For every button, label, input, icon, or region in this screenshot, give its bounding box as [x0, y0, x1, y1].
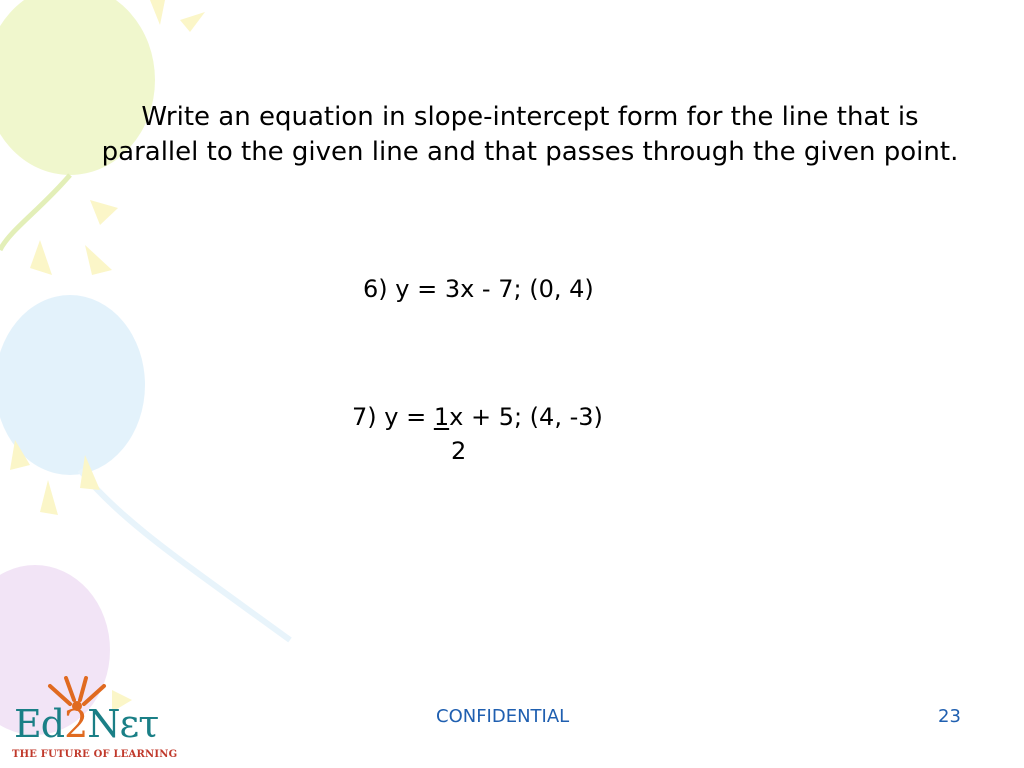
- logo-name-net: Nετ: [87, 702, 159, 746]
- green-balloon-string: [0, 175, 70, 250]
- logo-name-2: 2: [64, 702, 88, 746]
- yellow-ray: [40, 480, 58, 515]
- blue-balloon: [0, 295, 145, 475]
- instruction-line-2: parallel to the given line and that passes through the given point.: [101, 137, 959, 167]
- yellow-ray: [180, 12, 205, 32]
- problem-7-fraction-numerator: 1: [433, 403, 450, 431]
- problem-6: 6) y = 3x - 7; (0, 4): [363, 275, 594, 303]
- blue-balloon-string: [80, 470, 290, 640]
- slide-page-number: 23: [938, 706, 961, 727]
- yellow-ray: [90, 200, 118, 225]
- footer-confidential-label: CONFIDENTIAL: [436, 706, 570, 727]
- instruction-line-1: Write an equation in slope-intercept form for the line that is: [141, 102, 919, 132]
- yellow-ray: [85, 245, 112, 275]
- logo-name-ed: Ed: [14, 702, 65, 746]
- ed2net-logo: [14, 702, 158, 746]
- logo-tagline: THE FUTURE OF LEARNING: [12, 749, 178, 760]
- problem-7-suffix: x + 5; (4, -3): [449, 403, 603, 431]
- problem-7-fraction-denominator: 2: [451, 437, 467, 465]
- problem-7-prefix: 7) y =: [352, 403, 434, 431]
- yellow-ray: [150, 0, 165, 25]
- instruction-text: [40, 100, 1020, 170]
- problem-7: [352, 401, 603, 433]
- yellow-ray: [30, 240, 52, 275]
